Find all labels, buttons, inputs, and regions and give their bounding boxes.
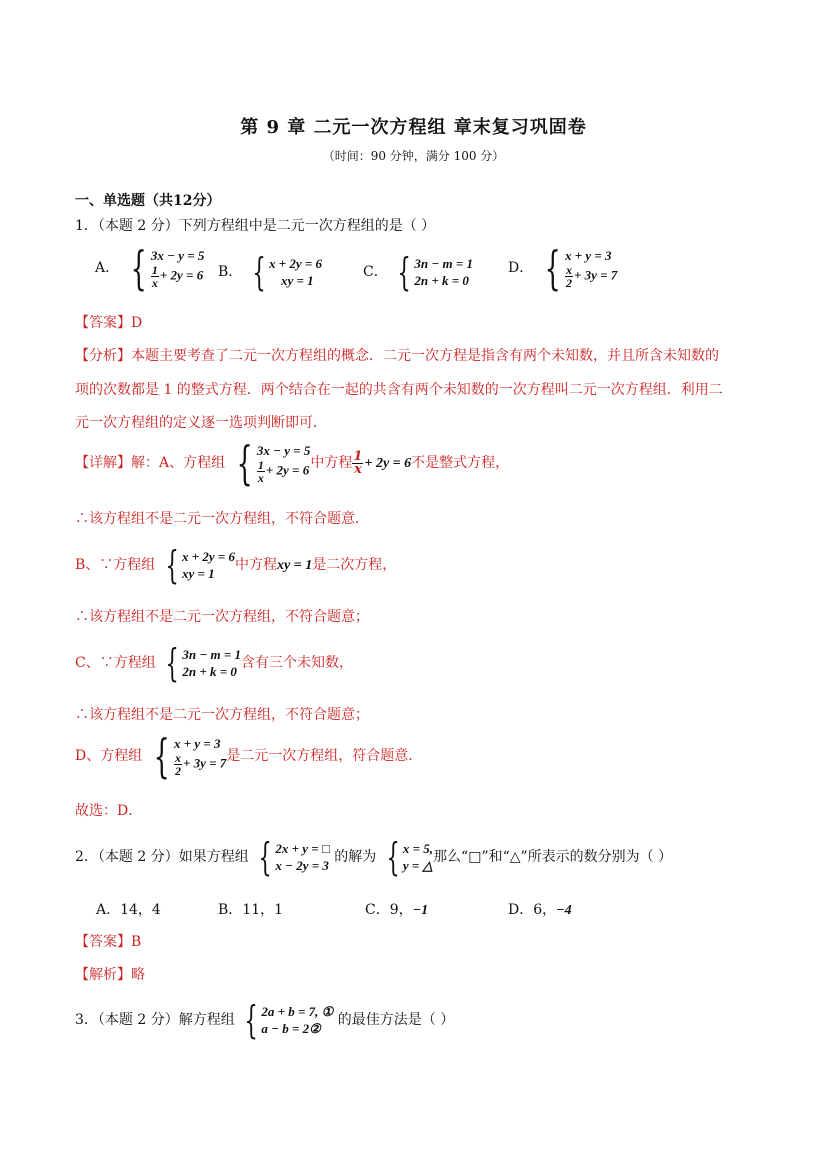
- q1-a-row1: 3x − y = 5: [150, 248, 205, 263]
- q1-option-d-label: D．: [508, 260, 534, 276]
- q1-detail-d-row2: + 3y = 7: [182, 755, 227, 771]
- q1-c-row2: 2n + k = 0: [414, 273, 469, 288]
- q1-option-a-label: A．: [95, 260, 120, 276]
- q2-answer-tag: 【答案】: [75, 934, 131, 950]
- q1-detail-d-post: 是二元一次方程组，符合题意．: [226, 748, 423, 764]
- q1-detail-a-eq-num: 1: [353, 448, 363, 464]
- q1-option-b-system: { x + 2y = 6 xy = 1: [252, 250, 323, 294]
- q1-detail-b-row1: x + 2y = 6: [181, 549, 236, 564]
- q2-system: { 2x + y = □ x − 2y = 3: [258, 835, 330, 879]
- q1-option-c-label: C．: [363, 264, 388, 280]
- q1-detail-c-row1: 3n − m = 1: [182, 647, 241, 662]
- page-title: 第 9 章 二元一次方程组 章末复习巩固卷: [240, 117, 587, 138]
- q1-option-d-system: { x + y = 3 $\frac{x}{2}$ + 3y = 7: [544, 241, 618, 295]
- q1-d-frac-den: 2: [565, 276, 572, 290]
- q2-option-b[interactable]: B．11，1: [218, 902, 284, 918]
- q1-detail-d-system: { x + y = 3 $\frac{x}{2}$ + 3y = 7: [153, 729, 227, 783]
- q1-detail-c-row2: 2n + k = 0: [182, 664, 237, 679]
- q1-detail-c-post: 含有三个未知数，: [241, 655, 353, 671]
- q1-conclusion-c: ∴该方程组不是二元一次方程组，不符合题意；: [75, 707, 369, 723]
- q1-analysis-text1: 本题主要考查了二元一次方程组的概念．二元一次方程是指含有两个未知数，并且所含未知数的: [131, 348, 719, 364]
- q2-stem-post: 那么“□”和“△”所表示的数分别为（ ）: [433, 849, 673, 865]
- q2-option-c-label: C．9，: [365, 902, 413, 918]
- q1-option-a-system: { 3x − y = 5 $\frac{1}{x}$ + 2y = 6: [130, 241, 205, 295]
- q3-sys-row2: a − b = 2②: [261, 1021, 321, 1036]
- q1-detail-a-frac-num: 1: [257, 458, 264, 472]
- q1-analysis-tag: 【分析】: [75, 348, 131, 364]
- q1-a-frac-num: 1: [151, 263, 158, 277]
- q2-analysis-tag: 【解析】: [75, 967, 131, 983]
- q1-analysis-line2: 项的次数都是 1 的整式方程．两个结合在一起的共含有两个未知数的一次方程叫二元一次方程组．利用二: [75, 382, 723, 398]
- q1-answer: [75, 312, 142, 332]
- q1-detail-b-system: { x + 2y = 6 xy = 1: [165, 543, 236, 587]
- q1-option-c[interactable]: [363, 250, 473, 294]
- q1-detail-d-row1: x + y = 3: [173, 736, 221, 751]
- q1-detail-b-post: 是二次方程，: [312, 557, 397, 573]
- q1-analysis-line1: [75, 345, 719, 365]
- q1-detail-a-post: 不是整式方程，: [411, 455, 510, 471]
- q1-detail-c-pre: C、∵方程组: [75, 655, 156, 671]
- page-subtitle: （时间：90 分钟，满分 100 分）: [322, 149, 505, 163]
- q1-detail-a-eq-rest: + 2y = 6: [364, 456, 412, 471]
- q1-detail-a-frac-den: x: [257, 471, 264, 485]
- q1-b-row2: xy = 1: [280, 273, 314, 288]
- q1-detail-b-pre: B、∵方程组: [75, 557, 156, 573]
- q1-option-b[interactable]: [218, 250, 323, 294]
- q1-b-row1: x + 2y = 6: [268, 256, 323, 271]
- q2-answer: [75, 931, 141, 951]
- q2-sol-row2: y = △: [402, 858, 433, 873]
- q1-detail-a-row2: + 2y = 6: [265, 462, 310, 478]
- q1-d-row2: + 3y = 7: [573, 267, 618, 283]
- q2-analysis-text: 略: [131, 967, 145, 983]
- q2-option-c[interactable]: [365, 899, 428, 919]
- q2-sol-row1: x = 5,: [402, 841, 434, 856]
- q3-system: { 2a + b = 7, ① a − b = 2②: [244, 998, 334, 1042]
- q1-detail-c-system: { 3n − m = 1 2n + k = 0: [165, 641, 241, 685]
- q1-detail-d-frac-den: 2: [174, 764, 181, 778]
- q1-detail-a: [75, 436, 510, 490]
- q2-option-d[interactable]: [508, 899, 572, 919]
- q2-stem-mid: 的解为: [334, 849, 377, 865]
- q1-a-frac-den: x: [151, 276, 158, 290]
- q3-sys-row1: 2a + b = 7, ①: [261, 1004, 334, 1019]
- q1-a-row2: + 2y = 6: [159, 267, 204, 283]
- q1-detail-a-eq-den: x: [354, 461, 362, 477]
- q1-option-d[interactable]: [508, 241, 618, 295]
- q1-detail-tag: 【详解】: [75, 455, 131, 471]
- q2-option-c-value: −1: [412, 903, 429, 918]
- q3-stem-post: 的最佳方法是（ ）: [337, 1012, 455, 1028]
- q2-option-d-label: D．6，: [508, 902, 557, 918]
- q3-stem: [75, 998, 455, 1042]
- q1-detail-d-pre: D、方程组: [75, 748, 143, 764]
- q2-option-d-value: −4: [556, 903, 572, 918]
- q1-option-a[interactable]: [95, 241, 205, 295]
- q1-analysis-line3: 元一次方程组的定义逐一选项判断即可．: [75, 415, 327, 431]
- q2-sys-row1: 2x + y = □: [275, 841, 330, 856]
- q1-choice: 故选：D．: [75, 803, 143, 819]
- q2-solution: { x = 5, y = △: [386, 835, 434, 879]
- section-heading: 一、单选题（共12分）: [75, 193, 221, 209]
- q2-analysis: [75, 964, 145, 984]
- q1-detail-b-mid: 中方程: [235, 557, 278, 573]
- q2-stem-pre: 2．（本题 2 分）如果方程组: [75, 849, 249, 865]
- q2-stem: [75, 835, 673, 879]
- q1-answer-value: D: [131, 315, 143, 331]
- q1-detail-b-eq: xy = 1: [277, 558, 313, 573]
- q3-stem-pre: 3．（本题 2 分）解方程组: [75, 1012, 235, 1028]
- q1-detail-c: [75, 641, 353, 685]
- q1-stem: 1．（本题 2 分）下列方程组中是二元一次方程组的是（ ）: [75, 218, 436, 234]
- q1-detail-b: [75, 543, 397, 587]
- q1-detail-a-pre: 解：A、方程组: [131, 455, 226, 471]
- q1-detail-a-system: { 3x − y = 5 $\frac{1}{x}$ + 2y = 6: [236, 436, 311, 490]
- q2-option-a[interactable]: A．14，4: [96, 902, 161, 918]
- q1-detail-d: [75, 729, 423, 783]
- q1-detail-a-row1: 3x − y = 5: [256, 443, 311, 458]
- q2-answer-value: B: [131, 934, 142, 950]
- q1-answer-tag: 【答案】: [75, 315, 131, 331]
- q1-detail-b-row2: xy = 1: [181, 566, 215, 581]
- q1-option-b-label: B．: [218, 264, 243, 280]
- q1-detail-a-mid: 中方程: [310, 455, 353, 471]
- q2-sys-row2: x − 2y = 3: [275, 858, 329, 873]
- q1-d-row1: x + y = 3: [564, 248, 612, 263]
- q1-c-row1: 3n − m = 1: [414, 256, 473, 271]
- q1-conclusion-a: ∴该方程组不是二元一次方程组，不符合题意．: [75, 511, 369, 527]
- q1-d-frac-num: x: [565, 263, 572, 277]
- q1-detail-d-frac-num: x: [174, 751, 181, 765]
- q1-option-c-system: { 3n − m = 1 2n + k = 0: [397, 250, 473, 294]
- q1-conclusion-b: ∴该方程组不是二元一次方程组，不符合题意；: [75, 609, 369, 625]
